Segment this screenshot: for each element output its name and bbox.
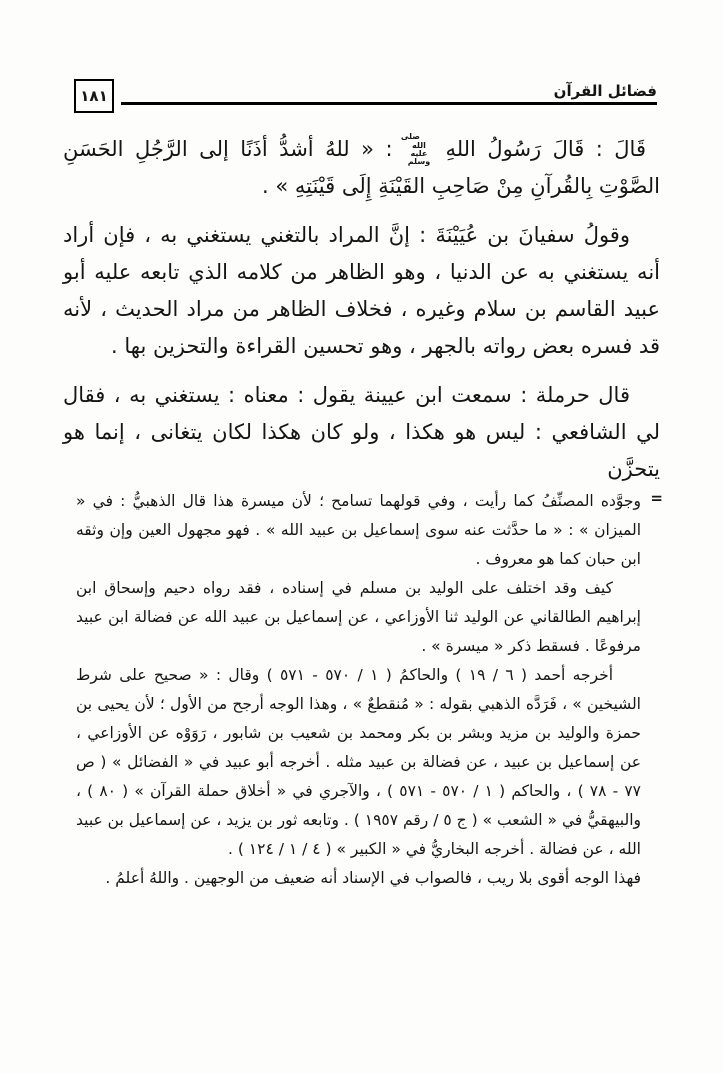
footnote-paragraph: كيف وقد اختلف على الوليد بن مسلم في إسناده ، فقد رواه دحيم وإسحاق ابن إبراهيم الطالقاني عن الوليد ثنا الأوزاعي ، عن إسماعيل بن عبيد الله عن فضالة ابن عبيد مرفوعًا . فسقط ذكر « ميسرة » . [76, 579, 641, 655]
book-title: فضائل القرآن [553, 82, 657, 100]
footnote-paragraph: أخرجه أحمد ( ٦ / ١٩ ) والحاكمُ ( ١ / ٥٧٠ - ٥٧١ ) وقال : « صحيح على شرط الشيخين » ، فَرَدَّه الذهبي بقوله : « مُنقطعٌ » ، وهذا الوجه أرجح من الأول ؛ لأن يحيى بن حمزة والوليد بن مزيد وبشر بن بكر ومحمد بن شعيب بن شابور ، رَوَوْه عن الأوزاعي ، عن إسماعيل بن عبيد ، عن فضالة بن عبيد مثله . أخرجه أبو عبيد في « الفضائل » ( ص ٧٧ - ٧٨ ) ، والحاكم ( ١ / ٥٧٠ - ٥٧١ ) ، والآجري في « أخلاق حملة القرآن » ( ٨٠ ) ، والبيهقيُّ في « الشعب » ( ج ٥ / رقم ١٩٥٧ ) . وتابعه ثور بن يزيد ، عن إسماعيل بن عبيد الله ، عن فضالة . أخرجه البخاريُّ في « الكبير » ( ٤ / ١ / ١٢٤ ) . [76, 666, 642, 858]
hadith-intro: قَالَ : قَالَ رَسُولُ اللهِ [445, 137, 646, 161]
header-rule [121, 102, 657, 105]
main-text-block [63, 131, 660, 500]
body-paragraph: قال حرملة : سمعت ابن عيينة يقول : معناه : يستغني به ، فقال لي الشافعي : ليس هو هكذا ، ولو كان هكذا لكان يتغانى ، إنما هو يتحزَّن [63, 383, 660, 481]
honorific-salla-mark: صلى الله عليه وسلم [400, 132, 431, 167]
footnote-paragraph: وجوَّده المصنِّفُ كما رأيت ، وفي قولهما تسامح ؛ لأن ميسرة هذا قال الذهبيُّ : في « الميزان » : « ما حدَّثت عنه سوى إسماعيل بن عبيد الله » . فهو مجهول العين وإن وثقه ابن حبان كما هو معروف . [76, 492, 641, 568]
footnote-paragraph: فهذا الوجه أقوى بلا ريب ، فالصواب في الإسناد أنه ضعيف من الوجهين . واللهُ أعلمُ . [105, 869, 641, 887]
footnote-block [76, 487, 663, 893]
hadith-text: : « للهُ أشدُّ أذَنًا إلى الرَّجُلِ الحَسَنِ الصَّوْتِ بِالقُرآنِ مِنْ صَاحِبِ القَيْنَةِ إِلَى قَيْنَتِهِ » . [63, 137, 660, 198]
page-number: ١٨١ [74, 79, 114, 113]
footnote-continuation-mark: = [650, 489, 663, 507]
hadith-paragraph [63, 131, 660, 205]
body-paragraph: وقولُ سفيانَ بن عُيَيْنَةَ : إنَّ المراد بالتغني يستغني به ، فإن أراد أنه يستغني به عن الدنيا ، وهو الظاهر من كلامه الذي تابعه عليه أبو عبيد القاسم بن سلام وغيره ، فخلاف الظاهر من مراد الحديث ، لأنه قد فسره بعض رواته بالجهر ، وهو تحسين القراءة والتحزين بها . [63, 223, 660, 358]
